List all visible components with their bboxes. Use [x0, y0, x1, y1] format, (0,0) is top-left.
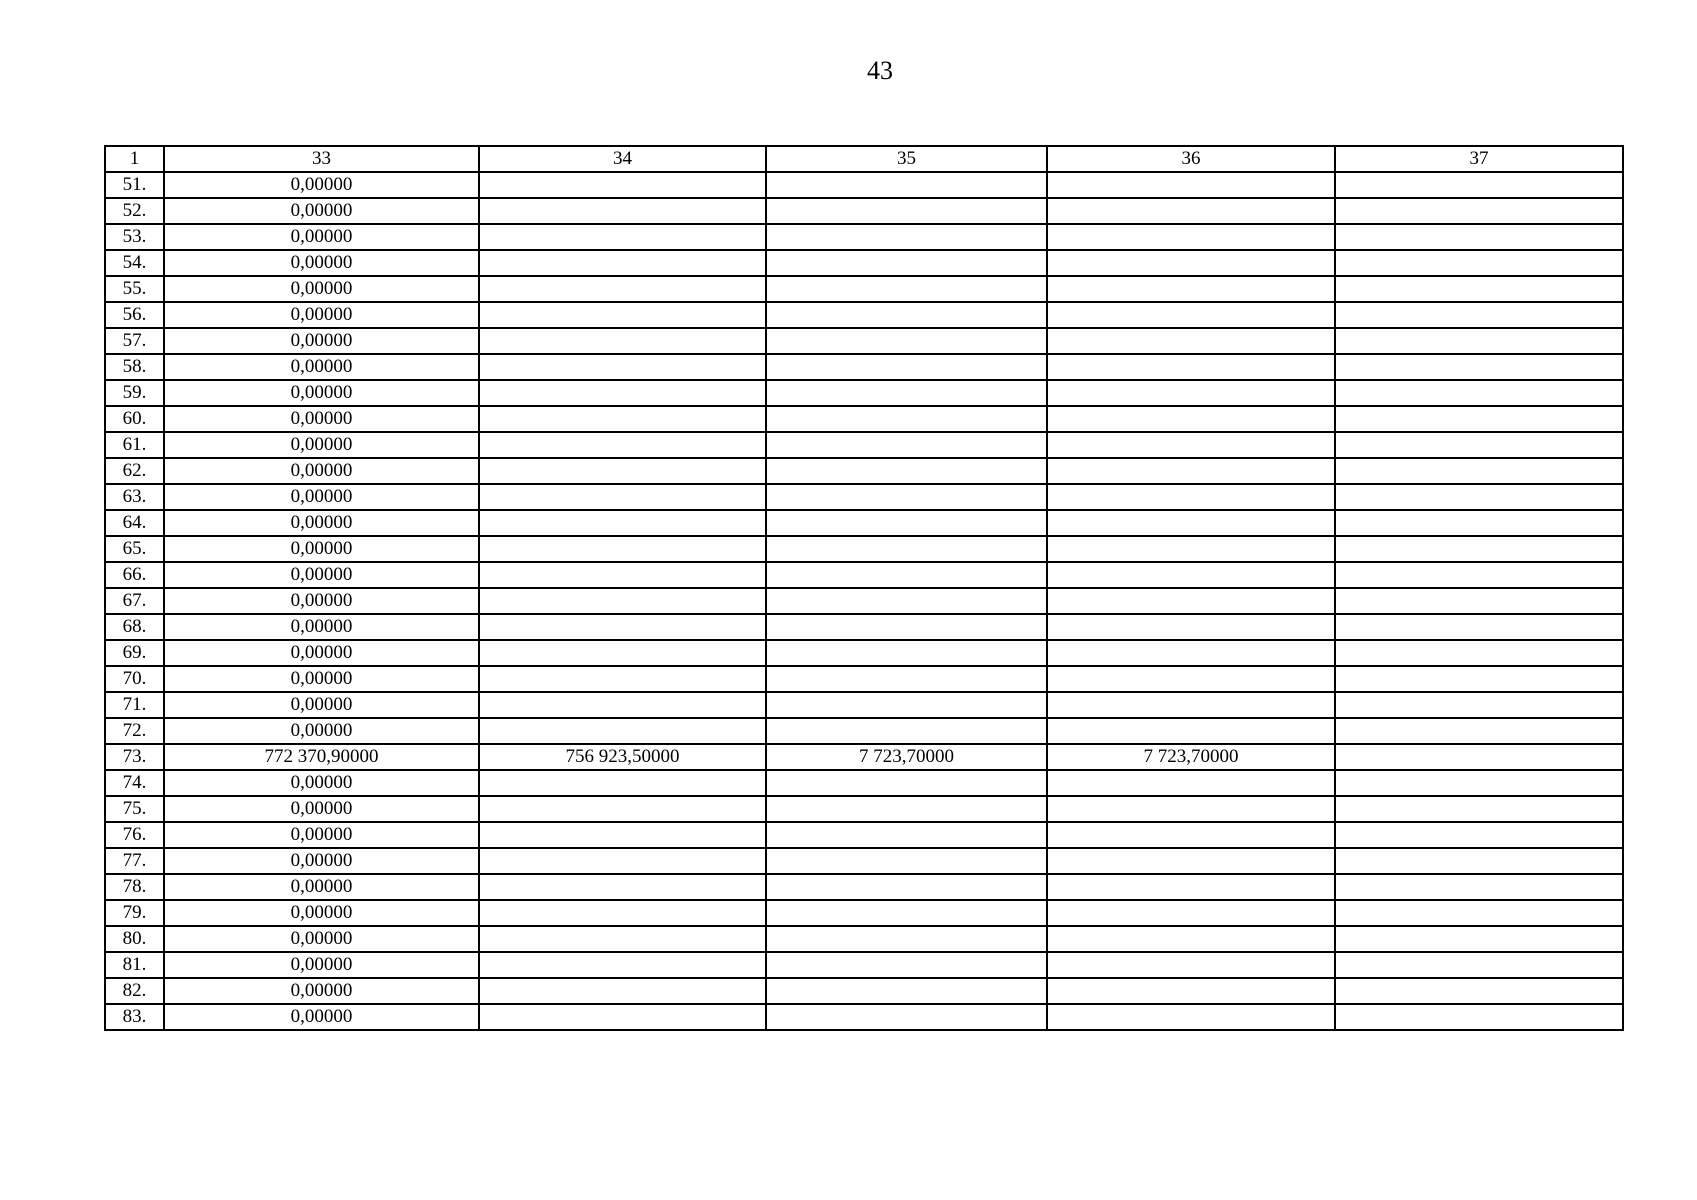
- table-cell: 0,00000: [164, 952, 479, 978]
- table-cell: 7 723,70000: [1047, 744, 1335, 770]
- table-cell: [1335, 848, 1623, 874]
- row-number-cell: 82.: [105, 978, 164, 1004]
- table-row: [105, 1004, 1623, 1030]
- table-cell: [1335, 978, 1623, 1004]
- table-row: [105, 614, 1623, 640]
- row-number-cell: 77.: [105, 848, 164, 874]
- table-cell: [1047, 614, 1335, 640]
- header-row: [105, 146, 1623, 172]
- row-number-cell: 83.: [105, 1004, 164, 1030]
- table-row: [105, 432, 1623, 458]
- table-cell: 0,00000: [164, 302, 479, 328]
- table-cell: [1335, 354, 1623, 380]
- table-cell: [479, 770, 766, 796]
- row-number-cell: 68.: [105, 614, 164, 640]
- table-cell: [766, 328, 1047, 354]
- table-cell: [1047, 666, 1335, 692]
- table-cell: [1047, 588, 1335, 614]
- row-number-cell: 70.: [105, 666, 164, 692]
- row-number-cell: 72.: [105, 718, 164, 744]
- table-cell: [1335, 484, 1623, 510]
- table-cell: [1335, 640, 1623, 666]
- table-cell: [479, 484, 766, 510]
- row-number-cell: 73.: [105, 744, 164, 770]
- table-cell: [766, 952, 1047, 978]
- table-row: [105, 744, 1623, 770]
- table-cell: [1335, 666, 1623, 692]
- table-row: [105, 198, 1623, 224]
- table-cell: 0,00000: [164, 458, 479, 484]
- table-cell: 0,00000: [164, 770, 479, 796]
- table-row: [105, 354, 1623, 380]
- table-row: [105, 484, 1623, 510]
- table-cell: [766, 380, 1047, 406]
- table-cell: 0,00000: [164, 926, 479, 952]
- table-cell: [1047, 276, 1335, 302]
- row-number-cell: 55.: [105, 276, 164, 302]
- table-cell: [1047, 874, 1335, 900]
- table-row: [105, 380, 1623, 406]
- table-cell: [1335, 198, 1623, 224]
- table-cell: [479, 406, 766, 432]
- row-number-cell: 56.: [105, 302, 164, 328]
- table-cell: 0,00000: [164, 250, 479, 276]
- table-cell: 0,00000: [164, 406, 479, 432]
- table-cell: 772 370,90000: [164, 744, 479, 770]
- table-cell: [479, 250, 766, 276]
- table-cell: [479, 172, 766, 198]
- table-cell: [479, 302, 766, 328]
- table-cell: [479, 198, 766, 224]
- table-cell: [479, 276, 766, 302]
- table-cell: 0,00000: [164, 900, 479, 926]
- table-cell: [766, 198, 1047, 224]
- table-cell: [1047, 458, 1335, 484]
- table-cell: [1335, 302, 1623, 328]
- table-cell: [1335, 874, 1623, 900]
- table-cell: [766, 458, 1047, 484]
- row-number-cell: 75.: [105, 796, 164, 822]
- table-cell: [1047, 302, 1335, 328]
- table-cell: [1047, 926, 1335, 952]
- table-cell: [1047, 952, 1335, 978]
- table-cell: [1335, 172, 1623, 198]
- table-cell: [1047, 718, 1335, 744]
- table-cell: [479, 926, 766, 952]
- table-cell: [1047, 328, 1335, 354]
- table-cell: 7 723,70000: [766, 744, 1047, 770]
- table-cell: [1047, 770, 1335, 796]
- table-cell: [1335, 770, 1623, 796]
- table-cell: [1335, 614, 1623, 640]
- table-cell: [1335, 1004, 1623, 1030]
- row-number-cell: 60.: [105, 406, 164, 432]
- row-number-cell: 78.: [105, 874, 164, 900]
- row-number-cell: 76.: [105, 822, 164, 848]
- table-cell: [1335, 458, 1623, 484]
- table-cell: [766, 1004, 1047, 1030]
- table-row: [105, 926, 1623, 952]
- table-row: [105, 770, 1623, 796]
- table-cell: [766, 978, 1047, 1004]
- table-cell: [766, 224, 1047, 250]
- table-cell: [479, 458, 766, 484]
- table-cell: [1047, 380, 1335, 406]
- table-cell: [1047, 432, 1335, 458]
- table-cell: 0,00000: [164, 276, 479, 302]
- table-cell: [1335, 588, 1623, 614]
- table-cell: 0,00000: [164, 822, 479, 848]
- table-cell: [1335, 562, 1623, 588]
- table-cell: [766, 770, 1047, 796]
- table-row: [105, 276, 1623, 302]
- table-cell: [1047, 692, 1335, 718]
- table-row: [105, 250, 1623, 276]
- table-cell: [766, 718, 1047, 744]
- table-row: [105, 328, 1623, 354]
- table-row: [105, 588, 1623, 614]
- table-cell: [1047, 510, 1335, 536]
- table-cell: [766, 250, 1047, 276]
- table-cell: [766, 796, 1047, 822]
- table-cell: [1335, 796, 1623, 822]
- table-cell: [766, 822, 1047, 848]
- table-cell: 0,00000: [164, 536, 479, 562]
- table-cell: 0,00000: [164, 614, 479, 640]
- table-cell: [1335, 926, 1623, 952]
- table-cell: [1047, 978, 1335, 1004]
- table-cell: [479, 666, 766, 692]
- table-cell: [479, 224, 766, 250]
- table-cell: [1335, 250, 1623, 276]
- row-number-cell: 65.: [105, 536, 164, 562]
- table-cell: [1047, 484, 1335, 510]
- row-number-cell: 71.: [105, 692, 164, 718]
- table-row: [105, 796, 1623, 822]
- table-cell: [479, 510, 766, 536]
- table-cell: [766, 666, 1047, 692]
- table-cell: [1335, 744, 1623, 770]
- table-cell: [479, 380, 766, 406]
- table-row: [105, 718, 1623, 744]
- table-cell: 0,00000: [164, 354, 479, 380]
- table-cell: [1335, 510, 1623, 536]
- table-cell: [479, 328, 766, 354]
- column-header: 35: [766, 146, 1047, 172]
- column-header: 33: [164, 146, 479, 172]
- table-cell: [479, 536, 766, 562]
- table-cell: [479, 978, 766, 1004]
- table-cell: [1335, 380, 1623, 406]
- table-cell: [766, 614, 1047, 640]
- table-cell: [1335, 952, 1623, 978]
- table-row: [105, 848, 1623, 874]
- table-cell: [766, 900, 1047, 926]
- table-cell: [766, 406, 1047, 432]
- table-cell: 0,00000: [164, 692, 479, 718]
- table-cell: [766, 276, 1047, 302]
- table-row: [105, 952, 1623, 978]
- table-cell: [1335, 276, 1623, 302]
- table-cell: [1047, 1004, 1335, 1030]
- table-cell: [1047, 822, 1335, 848]
- table-cell: 0,00000: [164, 796, 479, 822]
- row-number-cell: 80.: [105, 926, 164, 952]
- table-cell: [1047, 848, 1335, 874]
- table-cell: [766, 432, 1047, 458]
- row-number-cell: 79.: [105, 900, 164, 926]
- table-cell: 0,00000: [164, 562, 479, 588]
- table-cell: [479, 432, 766, 458]
- table-cell: [766, 692, 1047, 718]
- table-row: [105, 458, 1623, 484]
- table-cell: [1335, 406, 1623, 432]
- table-cell: [1047, 562, 1335, 588]
- table-cell: 0,00000: [164, 432, 479, 458]
- table-cell: [1047, 406, 1335, 432]
- page-number: 43: [867, 56, 893, 85]
- table-cell: 0,00000: [164, 874, 479, 900]
- table-row: [105, 978, 1623, 1004]
- table-cell: [1047, 536, 1335, 562]
- table-cell: 0,00000: [164, 510, 479, 536]
- table-cell: [766, 640, 1047, 666]
- table-cell: [479, 796, 766, 822]
- table-cell: [1047, 224, 1335, 250]
- table-header: [105, 146, 1623, 172]
- table-row: [105, 640, 1623, 666]
- table-cell: [1335, 900, 1623, 926]
- table-cell: [1335, 692, 1623, 718]
- table-cell: [479, 822, 766, 848]
- table-row: [105, 302, 1623, 328]
- table-cell: [1047, 900, 1335, 926]
- table-cell: [479, 588, 766, 614]
- table-cell: [766, 874, 1047, 900]
- table-cell: 0,00000: [164, 978, 479, 1004]
- column-header: 36: [1047, 146, 1335, 172]
- row-number-cell: 74.: [105, 770, 164, 796]
- row-number-cell: 67.: [105, 588, 164, 614]
- row-number-cell: 66.: [105, 562, 164, 588]
- table-cell: [479, 354, 766, 380]
- table-cell: [1047, 354, 1335, 380]
- table-cell: 0,00000: [164, 718, 479, 744]
- table-cell: [1047, 198, 1335, 224]
- row-number-cell: 64.: [105, 510, 164, 536]
- row-number-cell: 54.: [105, 250, 164, 276]
- row-number-cell: 53.: [105, 224, 164, 250]
- table-cell: 0,00000: [164, 666, 479, 692]
- column-header: 37: [1335, 146, 1623, 172]
- table-row: [105, 692, 1623, 718]
- row-number-cell: 51.: [105, 172, 164, 198]
- table-cell: [1335, 822, 1623, 848]
- table-row: [105, 224, 1623, 250]
- table-cell: [1335, 432, 1623, 458]
- table-cell: 0,00000: [164, 198, 479, 224]
- table-row: [105, 510, 1623, 536]
- table-cell: [766, 510, 1047, 536]
- column-header: 1: [105, 146, 164, 172]
- row-number-cell: 58.: [105, 354, 164, 380]
- table-cell: 756 923,50000: [479, 744, 766, 770]
- table-cell: [1335, 224, 1623, 250]
- table-cell: [479, 900, 766, 926]
- table-cell: 0,00000: [164, 640, 479, 666]
- table-row: [105, 900, 1623, 926]
- row-number-cell: 63.: [105, 484, 164, 510]
- table-cell: 0,00000: [164, 484, 479, 510]
- table-cell: [766, 172, 1047, 198]
- table-cell: 0,00000: [164, 848, 479, 874]
- table-row: [105, 822, 1623, 848]
- table-cell: [479, 562, 766, 588]
- table-cell: [1335, 718, 1623, 744]
- table-cell: 0,00000: [164, 172, 479, 198]
- table-cell: [479, 1004, 766, 1030]
- row-number-cell: 52.: [105, 198, 164, 224]
- table-cell: [479, 718, 766, 744]
- table-cell: [479, 952, 766, 978]
- table-cell: 0,00000: [164, 328, 479, 354]
- table-cell: [766, 484, 1047, 510]
- row-number-cell: 62.: [105, 458, 164, 484]
- table-cell: [479, 692, 766, 718]
- table-cell: [479, 874, 766, 900]
- table-cell: [1047, 172, 1335, 198]
- table-cell: 0,00000: [164, 380, 479, 406]
- column-header: 34: [479, 146, 766, 172]
- table-cell: [766, 354, 1047, 380]
- table-row: [105, 874, 1623, 900]
- data-table: [104, 145, 1624, 1031]
- table-cell: [766, 848, 1047, 874]
- table-row: [105, 666, 1623, 692]
- table-cell: [479, 640, 766, 666]
- row-number-cell: 61.: [105, 432, 164, 458]
- table-cell: [766, 926, 1047, 952]
- table-cell: [1047, 796, 1335, 822]
- table-cell: [479, 614, 766, 640]
- table-cell: 0,00000: [164, 588, 479, 614]
- table-cell: [1335, 328, 1623, 354]
- table-cell: [766, 536, 1047, 562]
- table-cell: 0,00000: [164, 1004, 479, 1030]
- table-cell: 0,00000: [164, 224, 479, 250]
- table-cell: [766, 588, 1047, 614]
- table-row: [105, 562, 1623, 588]
- table-cell: [1047, 250, 1335, 276]
- row-number-cell: 57.: [105, 328, 164, 354]
- table-cell: [479, 848, 766, 874]
- table-cell: [1335, 536, 1623, 562]
- row-number-cell: 59.: [105, 380, 164, 406]
- table-cell: [766, 562, 1047, 588]
- table-cell: [1047, 640, 1335, 666]
- row-number-cell: 81.: [105, 952, 164, 978]
- table-row: [105, 172, 1623, 198]
- table-row: [105, 536, 1623, 562]
- table-cell: [766, 302, 1047, 328]
- table-row: [105, 406, 1623, 432]
- row-number-cell: 69.: [105, 640, 164, 666]
- table-body: [105, 172, 1623, 1030]
